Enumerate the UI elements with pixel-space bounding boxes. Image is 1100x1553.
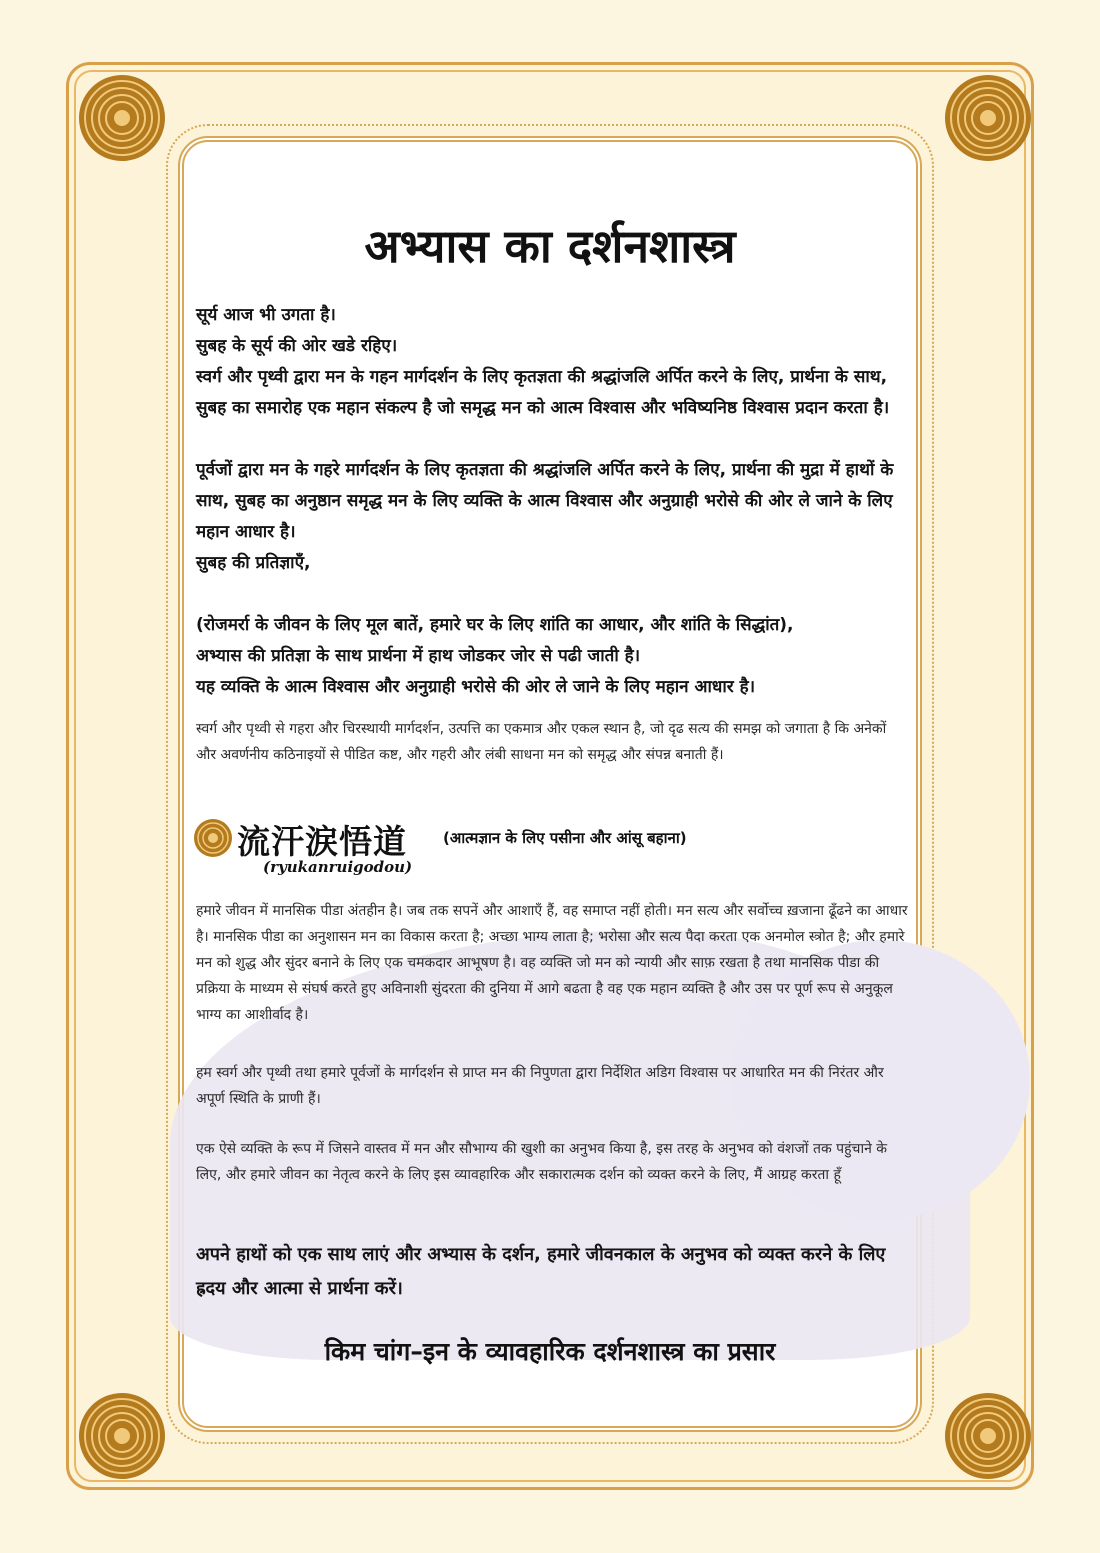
kanji-heading — [193, 816, 893, 876]
kanji-translation: (आत्मज्ञान के लिए पसीना और आंसू बहाना) — [443, 829, 687, 847]
corner-medallion-icon — [78, 1392, 166, 1480]
pledge-line: यह व्यक्ति के आत्म विश्वास और अनुग्राही भरोसे की ओर ले जाने के लिए महान आधार है। — [196, 677, 756, 697]
corner-medallion-icon — [944, 1392, 1032, 1480]
closing-prayer: अपने हाथों को एक साथ लाएं और अभ्यास के दर्शन, हमारे जीवनकाल के अनुभव को व्यक्त करने के लिए ह्रदय और आत्मा से प्रार्थना करें। — [196, 1244, 886, 1299]
kanji-title: 流汗涙悟道 — [237, 822, 407, 861]
intro-line: सुबह के सूर्य की ओर खडे रहिए। — [196, 336, 398, 356]
intro-line: सुबह की प्रतिज्ञाएँ, — [196, 553, 311, 573]
intro-line: सूर्य आज भी उगता है। — [196, 305, 336, 325]
page-title: अभ्यास का दर्शनशास्त्र — [364, 219, 736, 273]
heaven-paragraph: स्वर्ग और पृथ्वी से गहरा और चिरस्थायी मार्गदर्शन, उत्पत्ति का एकमात्र और एकल स्थान है, जो दृढ सत्य की समझ को जगाता है कि अनेकों और अवर्णनीय कठिनाइयों से पीडित कष्ट, और गहरी और लंबी साधना मन को समृद्ध और संपन्न बनाती हैं। — [196, 721, 887, 763]
medallion-icon — [193, 818, 233, 858]
request-paragraph: एक ऐसे व्यक्ति के रूप में जिसने वास्तव में मन और सौभाग्य की खुशी का अनुभव किया है, इस तरह के अनुभव को वंशजों तक पहुंचाने के लिए, और हमारे जीवन का नेतृत्व करने के लिए इस व्यावहारिक और सकारात्मक दर्शन को व्यक्त करने के लिए, मैं आग्रह करता हूँ — [196, 1141, 888, 1183]
suffering-paragraph: हमारे जीवन में मानसिक पीडा अंतहीन है। जब तक सपनें और आशाएँ हैं, वह समाप्त नहीं होती। मन सत्य और सर्वोच्च ख़जाना ढूँढने का आधार है। मानसिक पीडा का अनुशासन मन का विकास करता है; अच्छा भाग्य लाता है; भरोसा और सत्य पैदा करता एक अनमोल स्त्रोत है; और हमारे मन को शुद्ध और सुंदर बनाने के लिए एक चमकदार आभूषण है। वह व्यक्ति जो मन को न्यायी और साफ़ रखता है तथा मानसिक पीडा की प्रक्रिया के माध्यम से संघर्ष करते हुए अविनाशी सुंदरता की दुनिया में आगे बढता है वह एक महान व्यक्ति है और उस पर पूर्ण रूप से अनुकूल भाग्य का आशीर्वाद है। — [196, 903, 908, 1023]
corner-medallion-icon — [944, 74, 1032, 162]
intro-paragraph: पूर्वजों द्वारा मन के गहरे मार्गदर्शन के लिए कृतज्ञता की श्रद्धांजलि अर्पित करने के लिए, प्रार्थना की मुद्रा में हाथों के साथ, सुबह का अनुष्ठान समृद्ध मन के लिए व्यक्ति के आत्म विश्वास और अनुग्राही भरोसे की ओर ले जाने के लिए महान आधार है। — [196, 460, 894, 542]
corner-medallion-icon — [78, 74, 166, 162]
pledge-line: (रोजमर्रा के जीवन के लिए मूल बातें, हमारे घर के लिए शांति का आधार, और शांति के सिद्धांत), — [196, 615, 794, 635]
pledge-line: अभ्यास की प्रतिज्ञा के साथ प्रार्थना में हाथ जोडकर जोर से पढी जाती है। — [196, 646, 641, 666]
signature-line: किम चांग–इन के व्यावहारिक दर्शनशास्त्र का प्रसार — [324, 1337, 776, 1366]
intro-paragraph: स्वर्ग और पृथ्वी द्वारा मन के गहन मार्गदर्शन के लिए कृतज्ञता की श्रद्धांजलि अर्पित करने के लिए, प्रार्थना के साथ, सुबह का समारोह एक महान संकल्प है जो समृद्ध मन को आत्म विश्वास और भविष्यनिष्ठ विश्वास प्रदान करता है। — [196, 367, 890, 418]
kanji-romaji: (ryukanruigodou) — [263, 858, 413, 876]
beings-paragraph: हम स्वर्ग और पृथ्वी तथा हमारे पूर्वजों के मार्गदर्शन से प्राप्त मन की निपुणता द्वारा निर्देशित अडिग विश्वास पर आधारित मन की निरंतर और अपूर्ण स्थिति के प्राणी हैं। — [196, 1065, 884, 1107]
